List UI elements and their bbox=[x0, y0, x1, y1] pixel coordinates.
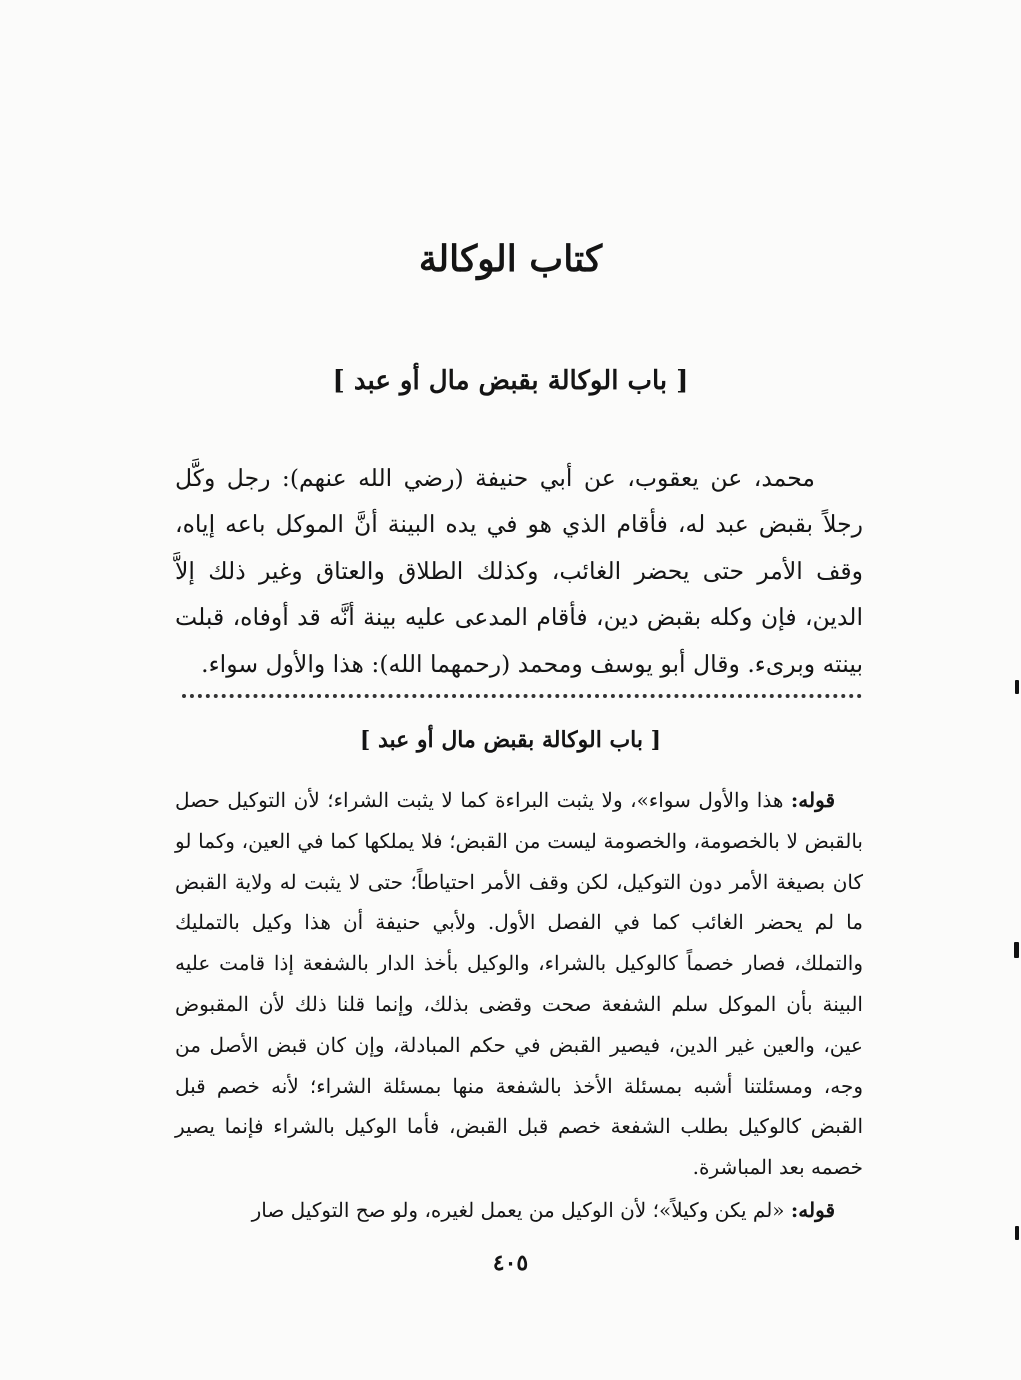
main-text bbox=[175, 455, 863, 687]
scan-margin-mark bbox=[1015, 680, 1019, 694]
commentary-lead: قوله: bbox=[790, 788, 835, 812]
main-text-body: محمد، عن يعقوب، عن أبي حنيفة (رضي الله عنهم): رجل وكَّل رجلاً بقبض عبد له، فأقام الذي هو في يده البينة أنَّ الموكل باعه إياه، وقف الأمر حتى يحضر الغائب، وكذلك الطلاق والعتاق وغير ذلك إلاَّ الدين، فإن وكله بقبض دين، فأقام المدعى عليه بينة أنَّه قد أوفاه، قبلت بينته وبرىء. وقال أبو يوسف ومحمد (رحمهما الله): هذا والأول سواء. bbox=[175, 464, 863, 678]
page-number: ٤٠٥ bbox=[492, 1250, 529, 1276]
main-section-heading: [ باب الوكالة بقبض مال أو عبد ] bbox=[332, 366, 689, 396]
text-commentary-divider bbox=[182, 694, 862, 698]
scan-margin-mark bbox=[1014, 942, 1019, 958]
commentary-paragraph-text: هذا والأول سواء»، ولا يثبت البراءة كما لا يثبت الشراء؛ لأن التوكيل حصل بالقبض لا بالخصومة، والخصومة ليست من القبض؛ فلا يملكها كما في العين، وكما لو كان بصيغة الأمر دون التوكيل، لكن وقف الأمر احتياطاً؛ حتى لا يثبت له ولاية القبض ما لم يحضر الغائب كما في الفصل الأول. ولأبي حنيفة أن هذا وكيل بالتمليك والتملك، فصار خصماً كالوكيل بالشراء، والوكيل بأخذ الدار بالشفعة إذا قامت عليه البينة بأن الموكل سلم الشفعة صحت وقضى بذلك، وإنما قلنا ذلك لأن المقبوض عين، والعين غير الدين، فيصير القبض في حكم المبادلة، وإن كان قبض الأصل من وجه، ومسئلتنا أشبه بمسئلة الأخذ بالشفعة منها بمسئلة الشراء؛ لأنه خصم قبل القبض كالوكيل بطلب الشفعة خصم قبل القبض، فأما الوكيل بالشراء فإنما يصير خصمه بعد المباشرة. bbox=[175, 788, 863, 1180]
commentary-paragraph-text: «لم يكن وكيلاً»؛ لأن الوكيل من يعمل لغيره، ولو صح التوكيل صار bbox=[251, 1197, 791, 1222]
commentary-body bbox=[175, 780, 863, 1233]
commentary-paragraph bbox=[175, 1190, 863, 1231]
chapter-title: كتاب الوكالة bbox=[418, 238, 603, 280]
commentary-lead: قوله: bbox=[790, 1197, 835, 1222]
commentary-heading: [ باب الوكالة بقبض مال أو عبد ] bbox=[359, 727, 662, 753]
scan-margin-mark bbox=[1015, 1226, 1019, 1240]
commentary-paragraph bbox=[175, 780, 863, 1188]
